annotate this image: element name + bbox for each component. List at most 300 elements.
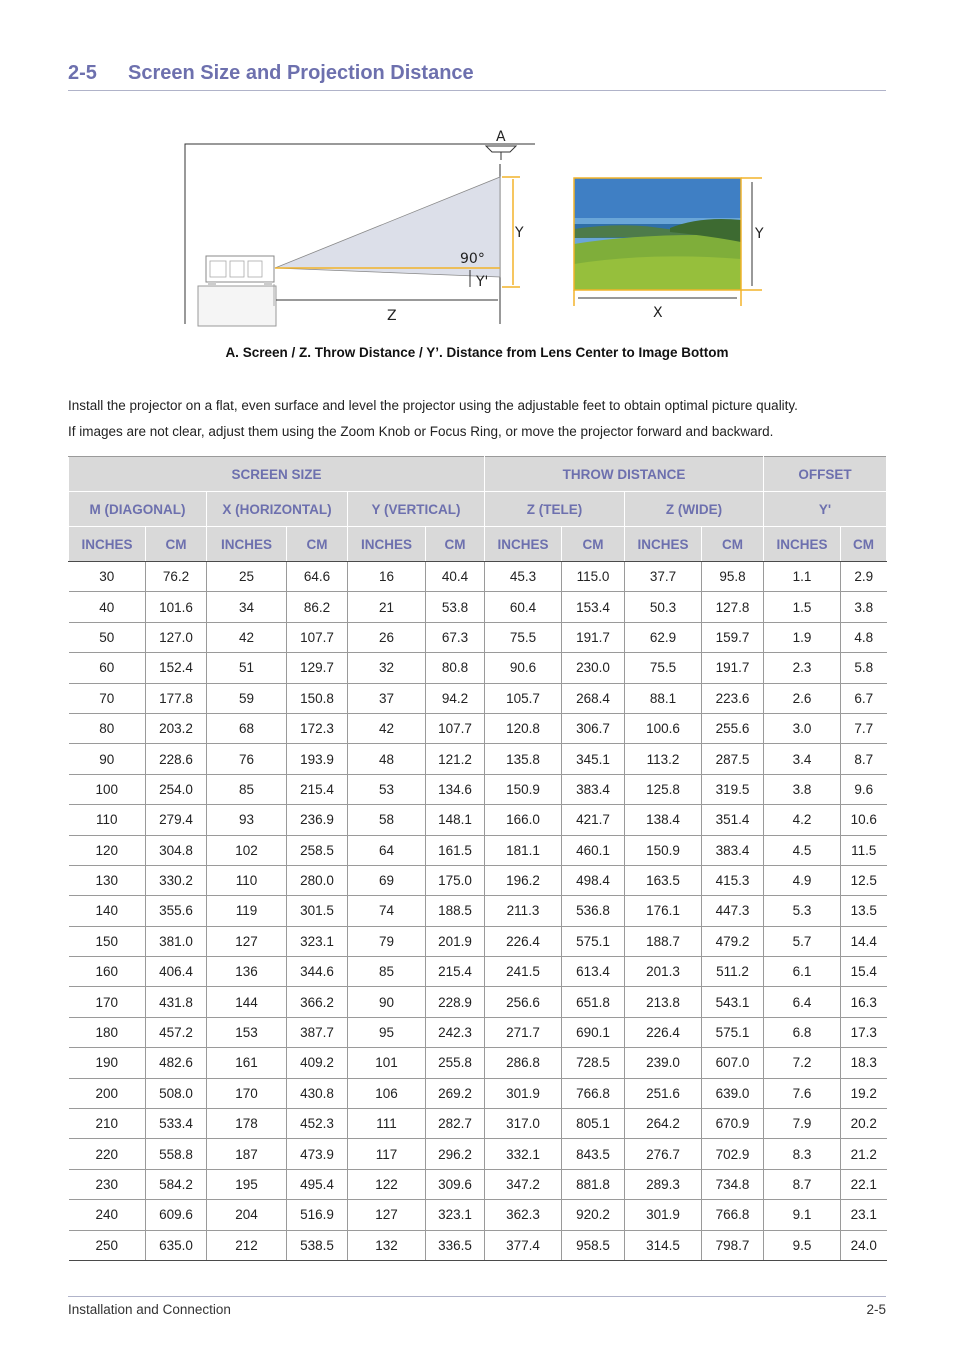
table-cell: 9.6 [841,774,887,804]
table-cell: 20.2 [841,1109,887,1139]
table-cell: 120.8 [485,713,562,743]
unit-header: CM [702,527,764,562]
table-cell: 19.2 [841,1078,887,1108]
table-cell: 734.8 [702,1169,764,1199]
table-cell: 130 [69,865,146,895]
table-cell: 191.7 [562,622,625,652]
table-cell: 415.3 [702,865,764,895]
table-cell: 798.7 [702,1230,764,1260]
table-cell: 60.4 [485,592,562,622]
table-row [69,592,887,622]
table-cell: 226.4 [625,1017,702,1047]
table-cell: 7.6 [764,1078,841,1108]
table-cell: 25 [207,562,287,592]
table-cell: 79 [348,926,426,956]
table-cell: 34 [207,592,287,622]
table-cell: 239.0 [625,1048,702,1078]
table-cell: 7.9 [764,1109,841,1139]
table-row [69,957,887,987]
table-cell: 254.0 [146,774,207,804]
table-cell: 80 [69,713,146,743]
table-cell: 805.1 [562,1109,625,1139]
table-cell: 347.2 [485,1169,562,1199]
table-cell: 543.1 [702,987,764,1017]
table-cell: 241.5 [485,957,562,987]
table-cell: 304.8 [146,835,207,865]
table-cell: 161 [207,1048,287,1078]
unit-header: CM [562,527,625,562]
table-cell: 240 [69,1200,146,1230]
table-cell: 280.0 [287,865,348,895]
table-cell: 23.1 [841,1200,887,1230]
table-cell: 228.6 [146,744,207,774]
table-cell: 843.5 [562,1139,625,1169]
table-cell: 536.8 [562,896,625,926]
table-cell: 226.4 [485,926,562,956]
table-cell: 323.1 [426,1200,485,1230]
table-cell: 702.9 [702,1139,764,1169]
table-cell: 85 [207,774,287,804]
table-cell: 5.3 [764,896,841,926]
header-throw-distance: THROW DISTANCE [485,457,764,492]
table-cell: 121.2 [426,744,485,774]
table-row [69,1109,887,1139]
table-cell: 230.0 [562,653,625,683]
table-group-header-row [69,457,887,492]
table-cell: 881.8 [562,1169,625,1199]
table-cell: 355.6 [146,896,207,926]
intro-paragraph: If images are not clear, adjust them using the Zoom Knob or Focus Ring, or move the projector forward and backward. [68,424,774,439]
table-cell: 107.7 [426,713,485,743]
table-cell: 236.9 [287,805,348,835]
table-cell: 159.7 [702,622,764,652]
table-cell: 282.7 [426,1109,485,1139]
table-cell: 323.1 [287,926,348,956]
table-cell: 138.4 [625,805,702,835]
table-cell: 60 [69,653,146,683]
table-cell: 170 [69,987,146,1017]
table-cell: 2.3 [764,653,841,683]
header-y-vertical: Y (VERTICAL) [348,492,485,527]
table-cell: 958.5 [562,1230,625,1260]
table-cell: 22.1 [841,1169,887,1199]
table-cell: 211.3 [485,896,562,926]
table-cell: 319.5 [702,774,764,804]
table-cell: 188.5 [426,896,485,926]
table-cell: 5.7 [764,926,841,956]
table-row [69,683,887,713]
table-cell: 127.0 [146,622,207,652]
header-screen-size: SCREEN SIZE [69,457,485,492]
table-cell: 516.9 [287,1200,348,1230]
table-cell: 406.4 [146,957,207,987]
table-subgroup-header-row [69,492,887,527]
table-cell: 201.3 [625,957,702,987]
table-cell: 256.6 [485,987,562,1017]
table-cell: 10.6 [841,805,887,835]
table-cell: 134.6 [426,774,485,804]
table-cell: 153 [207,1017,287,1047]
table-cell: 344.6 [287,957,348,987]
table-row [69,896,887,926]
table-cell: 495.4 [287,1169,348,1199]
table-cell: 30 [69,562,146,592]
table-cell: 196.2 [485,865,562,895]
table-cell: 8.7 [764,1169,841,1199]
table-cell: 6.1 [764,957,841,987]
table-row [69,653,887,683]
table-cell: 306.7 [562,713,625,743]
table-cell: 609.6 [146,1200,207,1230]
table-cell: 37 [348,683,426,713]
header-x-horizontal: X (HORIZONTAL) [207,492,348,527]
table-cell: 115.0 [562,562,625,592]
table-cell: 383.4 [702,835,764,865]
header-y-prime: Y' [764,492,887,527]
table-cell: 460.1 [562,835,625,865]
table-cell: 220 [69,1139,146,1169]
table-cell: 106 [348,1078,426,1108]
diagram-caption: A. Screen / Z. Throw Distance / Y’. Distance from Lens Center to Image Bottom [225,345,729,360]
table-cell: 430.8 [287,1078,348,1108]
table-cell: 150.8 [287,683,348,713]
table-cell: 67.3 [426,622,485,652]
table-row [69,1169,887,1199]
table-cell: 42 [348,713,426,743]
label-y-prime: Y' [476,274,489,290]
table-cell: 188.7 [625,926,702,956]
table-cell: 728.5 [562,1048,625,1078]
table-cell: 74 [348,896,426,926]
table-cell: 271.7 [485,1017,562,1047]
table-cell: 4.8 [841,622,887,652]
table-cell: 309.6 [426,1169,485,1199]
table-row [69,1048,887,1078]
table-cell: 538.5 [287,1230,348,1260]
table-cell: 53 [348,774,426,804]
table-cell: 362.3 [485,1200,562,1230]
table-cell: 51 [207,653,287,683]
projection-distance-table [68,456,887,1261]
table-cell: 447.3 [702,896,764,926]
table-cell: 90.6 [485,653,562,683]
table-cell: 100.6 [625,713,702,743]
table-cell: 37.7 [625,562,702,592]
table-row [69,713,887,743]
table-cell: 90 [69,744,146,774]
table-cell: 110 [69,805,146,835]
table-row [69,1017,887,1047]
table-cell: 498.4 [562,865,625,895]
table-row [69,562,887,592]
table-cell: 264.2 [625,1109,702,1139]
table-cell: 6.4 [764,987,841,1017]
unit-header: INCHES [207,527,287,562]
header-z-wide: Z (WIDE) [625,492,764,527]
table-cell: 345.1 [562,744,625,774]
table-cell: 80.8 [426,653,485,683]
table-cell: 90 [348,987,426,1017]
table-cell: 11.5 [841,835,887,865]
footer-chapter: Installation and Connection [68,1302,231,1317]
label-y-right: Y [755,226,764,242]
table-row [69,774,887,804]
table-cell: 111 [348,1109,426,1139]
unit-header: CM [426,527,485,562]
table-cell: 210 [69,1109,146,1139]
section-number: 2-5 [68,62,97,84]
label-x: X [653,305,663,321]
table-cell: 301.5 [287,896,348,926]
landscape-photo-icon [574,178,741,290]
table-cell: 482.6 [146,1048,207,1078]
table-cell: 3.0 [764,713,841,743]
table-cell: 255.8 [426,1048,485,1078]
unit-header: CM [146,527,207,562]
table-cell: 24.0 [841,1230,887,1260]
table-cell: 766.8 [702,1200,764,1230]
table-cell: 387.7 [287,1017,348,1047]
table-cell: 94.2 [426,683,485,713]
table-cell: 7.2 [764,1048,841,1078]
table-row [69,744,887,774]
table-cell: 250 [69,1230,146,1260]
table-cell: 409.2 [287,1048,348,1078]
table-cell: 172.3 [287,713,348,743]
table-cell: 269.2 [426,1078,485,1108]
table-cell: 26 [348,622,426,652]
table-cell: 251.6 [625,1078,702,1108]
table-cell: 201.9 [426,926,485,956]
table-cell: 18.3 [841,1048,887,1078]
table-cell: 287.5 [702,744,764,774]
table-cell: 119 [207,896,287,926]
table-cell: 110 [207,865,287,895]
table-cell: 76 [207,744,287,774]
table-cell: 301.9 [625,1200,702,1230]
table-cell: 14.4 [841,926,887,956]
section-heading [68,62,886,91]
table-cell: 351.4 [702,805,764,835]
table-cell: 255.6 [702,713,764,743]
table-cell: 9.1 [764,1200,841,1230]
table-cell: 136 [207,957,287,987]
table-cell: 533.4 [146,1109,207,1139]
header-m-diagonal: M (DIAGONAL) [69,492,207,527]
table-cell: 127 [348,1200,426,1230]
table-cell: 3.8 [764,774,841,804]
table-cell: 16.3 [841,987,887,1017]
table-cell: 4.5 [764,835,841,865]
table-cell: 13.5 [841,896,887,926]
table-cell: 50 [69,622,146,652]
table-cell: 152.4 [146,653,207,683]
table-cell: 21.2 [841,1139,887,1169]
table-cell: 187 [207,1139,287,1169]
table-cell: 59 [207,683,287,713]
table-cell: 7.7 [841,713,887,743]
table-cell: 191.7 [702,653,764,683]
table-cell: 50.3 [625,592,702,622]
table-cell: 75.5 [625,653,702,683]
table-cell: 8.7 [841,744,887,774]
table-cell: 16 [348,562,426,592]
table-cell: 148.1 [426,805,485,835]
table-cell: 45.3 [485,562,562,592]
table-cell: 105.7 [485,683,562,713]
table-cell: 228.9 [426,987,485,1017]
table-cell: 276.7 [625,1139,702,1169]
table-cell: 215.4 [287,774,348,804]
table-cell: 64 [348,835,426,865]
table-cell: 377.4 [485,1230,562,1260]
table-cell: 95.8 [702,562,764,592]
table-row [69,1230,887,1260]
table-cell: 457.2 [146,1017,207,1047]
table-cell: 166.0 [485,805,562,835]
table-cell: 301.9 [485,1078,562,1108]
table-cell: 117 [348,1139,426,1169]
page-footer [68,1296,886,1317]
table-cell: 132 [348,1230,426,1260]
table-cell: 213.8 [625,987,702,1017]
table-cell: 122 [348,1169,426,1199]
table-cell: 127 [207,926,287,956]
table-cell: 68 [207,713,287,743]
table-cell: 93 [207,805,287,835]
table-cell: 607.0 [702,1048,764,1078]
table-cell: 511.2 [702,957,764,987]
table-cell: 150.9 [625,835,702,865]
table-cell: 431.8 [146,987,207,1017]
table-row [69,1139,887,1169]
table-cell: 181.1 [485,835,562,865]
unit-header: INCHES [485,527,562,562]
table-cell: 635.0 [146,1230,207,1260]
table-cell: 575.1 [702,1017,764,1047]
table-cell: 4.2 [764,805,841,835]
table-cell: 129.7 [287,653,348,683]
label-a: A [496,129,506,145]
table-cell: 920.2 [562,1200,625,1230]
table-cell: 2.6 [764,683,841,713]
table-cell: 40 [69,592,146,622]
table-cell: 178 [207,1109,287,1139]
table-cell: 95 [348,1017,426,1047]
table-row [69,835,887,865]
table-cell: 86.2 [287,592,348,622]
table-cell: 75.5 [485,622,562,652]
table-cell: 102 [207,835,287,865]
table-cell: 242.3 [426,1017,485,1047]
table-cell: 383.4 [562,774,625,804]
table-cell: 286.8 [485,1048,562,1078]
table-cell: 64.6 [287,562,348,592]
table-cell: 4.9 [764,865,841,895]
table-cell: 690.1 [562,1017,625,1047]
table-cell: 170 [207,1078,287,1108]
unit-header: INCHES [625,527,702,562]
label-z: Z [387,308,397,324]
table-cell: 100 [69,774,146,804]
table-cell: 62.9 [625,622,702,652]
table-cell: 6.7 [841,683,887,713]
table-cell: 258.5 [287,835,348,865]
table-cell: 558.8 [146,1139,207,1169]
table-cell: 215.4 [426,957,485,987]
table-cell: 193.9 [287,744,348,774]
table-row [69,926,887,956]
table-cell: 6.8 [764,1017,841,1047]
table-cell: 3.4 [764,744,841,774]
table-cell: 113.2 [625,744,702,774]
table-cell: 85 [348,957,426,987]
table-cell: 150.9 [485,774,562,804]
table-cell: 127.8 [702,592,764,622]
unit-header: INCHES [764,527,841,562]
table-cell: 317.0 [485,1109,562,1139]
table-cell: 144 [207,987,287,1017]
table-cell: 180 [69,1017,146,1047]
table-cell: 32 [348,653,426,683]
table-cell: 203.2 [146,713,207,743]
table-cell: 289.3 [625,1169,702,1199]
table-cell: 332.1 [485,1139,562,1169]
footer-page-number: 2-5 [866,1302,886,1317]
table-cell: 508.0 [146,1078,207,1108]
table-cell: 160 [69,957,146,987]
header-offset: OFFSET [764,457,887,492]
label-y-left: Y [515,225,524,241]
table-cell: 42 [207,622,287,652]
label-angle: 90° [460,251,485,267]
unit-header: INCHES [69,527,146,562]
table-cell: 639.0 [702,1078,764,1108]
table-row [69,1078,887,1108]
projector-icon [198,256,276,326]
table-row [69,1200,887,1230]
table-cell: 479.2 [702,926,764,956]
table-cell: 452.3 [287,1109,348,1139]
table-cell: 195 [207,1169,287,1199]
table-cell: 366.2 [287,987,348,1017]
unit-header: CM [287,527,348,562]
table-cell: 230 [69,1169,146,1199]
table-row [69,622,887,652]
table-cell: 150 [69,926,146,956]
table-cell: 613.4 [562,957,625,987]
table-row [69,987,887,1017]
table-cell: 1.1 [764,562,841,592]
table-cell: 69 [348,865,426,895]
table-cell: 15.4 [841,957,887,987]
table-cell: 21 [348,592,426,622]
table-cell: 381.0 [146,926,207,956]
table-cell: 177.8 [146,683,207,713]
table-cell: 8.3 [764,1139,841,1169]
projection-diagram [180,124,780,329]
table-cell: 140 [69,896,146,926]
header-z-tele: Z (TELE) [485,492,625,527]
section-title: Screen Size and Projection Distance [128,62,474,84]
table-cell: 135.8 [485,744,562,774]
table-cell: 58 [348,805,426,835]
table-cell: 1.5 [764,592,841,622]
table-cell: 190 [69,1048,146,1078]
table-cell: 163.5 [625,865,702,895]
table-cell: 584.2 [146,1169,207,1199]
table-cell: 101.6 [146,592,207,622]
